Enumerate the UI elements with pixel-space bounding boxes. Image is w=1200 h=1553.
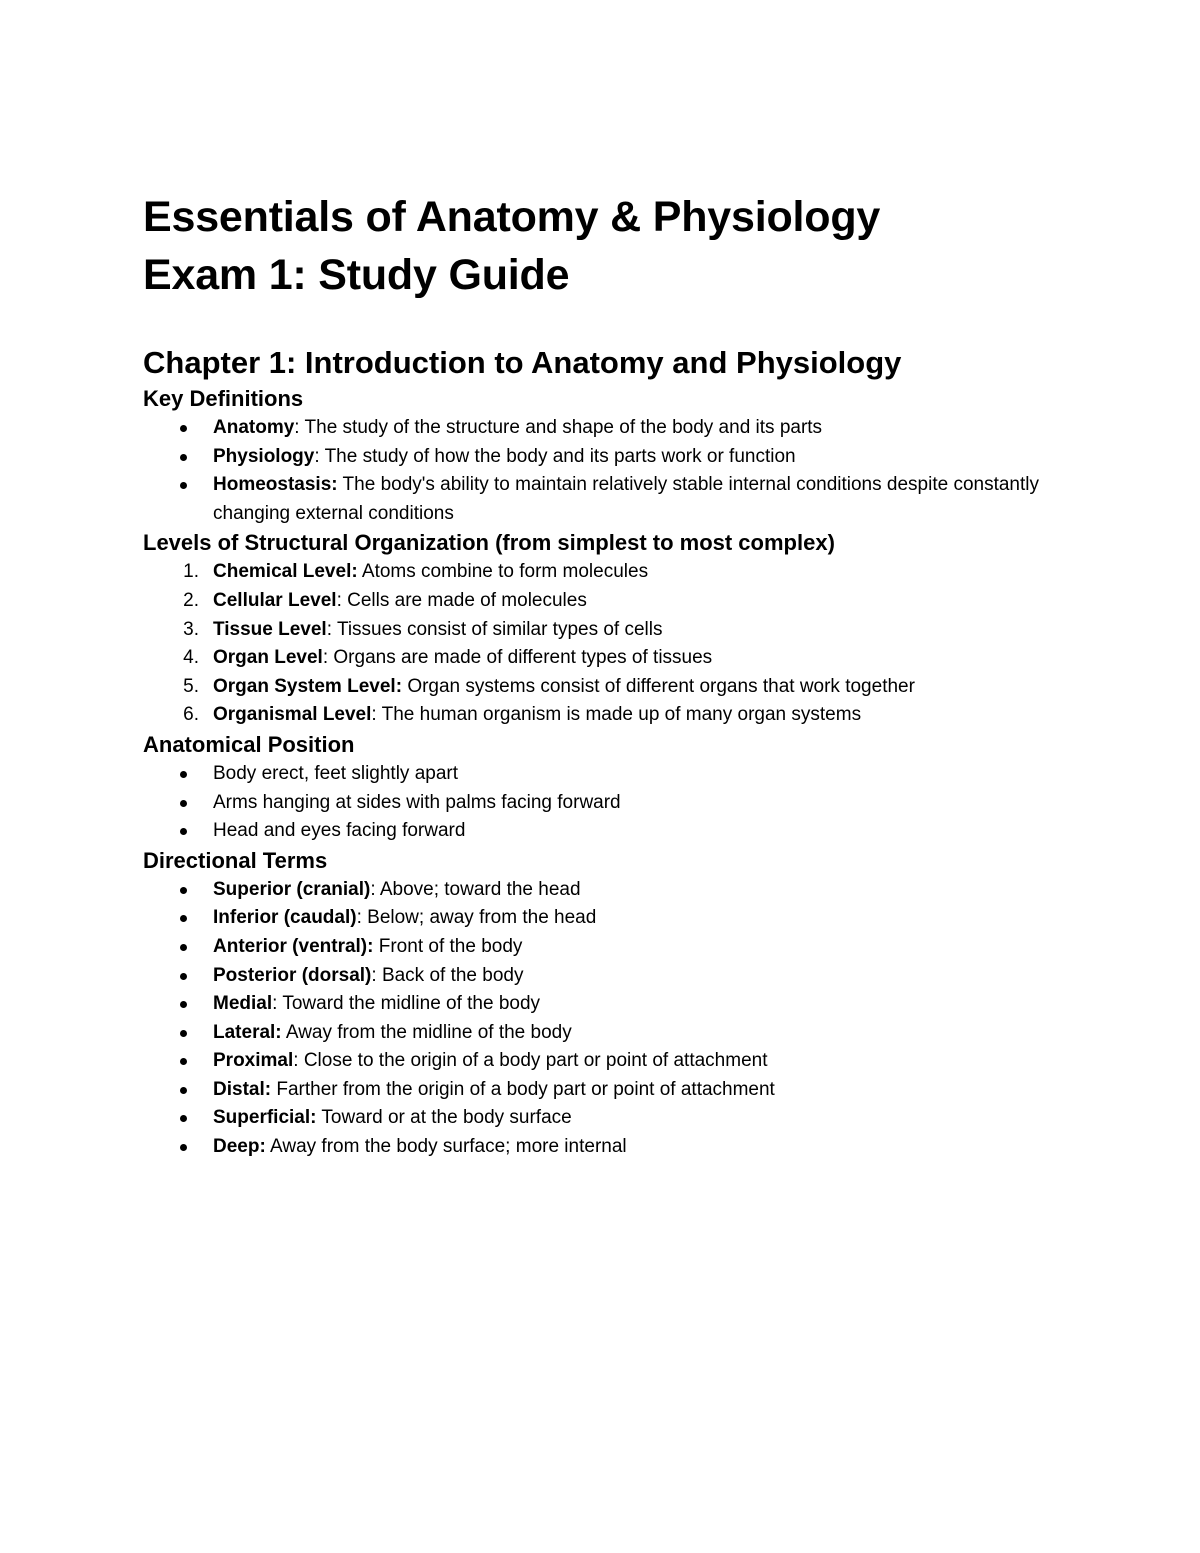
definition: Away from the body surface; more internal xyxy=(270,1136,627,1158)
list-item xyxy=(183,673,1103,702)
list-number: 3. xyxy=(183,618,199,640)
list-item xyxy=(183,701,1103,730)
term-separator: : xyxy=(336,589,348,611)
list-item xyxy=(213,876,1103,905)
list-number: 4. xyxy=(183,647,199,669)
list-item xyxy=(183,616,1103,645)
term-separator: : xyxy=(370,878,380,900)
term-separator: : xyxy=(294,417,305,438)
list-item xyxy=(213,962,1103,991)
term-separator: : xyxy=(356,907,368,929)
definition: Front of the body xyxy=(378,935,523,957)
list-item xyxy=(213,990,1103,1019)
definition: Tissues consist of similar types of cells xyxy=(336,618,663,640)
definition: Above; toward the head xyxy=(379,878,581,900)
definition: Toward the midline of the body xyxy=(282,993,541,1015)
list-item xyxy=(213,1076,1103,1105)
term: Physiology xyxy=(213,445,315,467)
definition: Organ systems consist of different organs that work together xyxy=(407,675,915,697)
definition: Away from the midline of the body xyxy=(285,1021,572,1043)
term: Organismal Level xyxy=(213,704,372,726)
term-separator: : xyxy=(314,445,325,467)
definition: Atoms combine to form molecules xyxy=(361,561,649,583)
term: Organ System Level: xyxy=(213,675,403,697)
list-item xyxy=(213,1019,1103,1048)
term: Anatomy xyxy=(213,417,295,438)
list-item: Body erect, feet slightly apart xyxy=(213,760,1103,789)
list-item: Head and eyes facing forward xyxy=(213,817,1103,846)
definition: Farther from the origin of a body part or point of attachment xyxy=(276,1078,775,1100)
list-number: 6. xyxy=(183,704,199,726)
list-item xyxy=(213,443,1103,472)
section-heading-directional-terms: Directional Terms xyxy=(143,847,328,873)
term-separator: : xyxy=(326,618,337,640)
list-number: 2. xyxy=(183,589,199,611)
definition: Below; away from the head xyxy=(367,907,597,929)
section-heading-key-definitions: Key Definitions xyxy=(143,386,304,411)
term: Proximal xyxy=(213,1050,294,1072)
anatomical-position-list xyxy=(143,760,1103,846)
document-content xyxy=(143,188,1103,1162)
document-title-line-2: Exam 1: Study Guide xyxy=(143,251,570,299)
term-separator: : xyxy=(322,647,334,669)
list-item xyxy=(183,558,1103,587)
definition: Organs are made of different types of tissues xyxy=(333,647,713,669)
term: Medial xyxy=(213,993,273,1015)
list-item xyxy=(183,587,1103,616)
term: Superior (cranial) xyxy=(213,878,371,900)
definition: The study of how the body and its parts work or function xyxy=(324,445,796,467)
definition: The body's ability to maintain relatively stable internal conditions despite constantly changing external conditions xyxy=(213,474,1039,524)
term: Homeostasis: xyxy=(213,474,338,496)
term: Inferior (caudal) xyxy=(213,907,357,929)
list-item xyxy=(213,1133,1103,1162)
list-item xyxy=(213,904,1103,933)
list-item xyxy=(213,1047,1103,1076)
list-item xyxy=(213,933,1103,962)
list-item xyxy=(213,471,1103,528)
term: Cellular Level xyxy=(213,589,337,611)
definition: The study of the structure and shape of the body and its parts xyxy=(304,417,823,438)
term: Distal: xyxy=(213,1078,272,1100)
list-item: Arms hanging at sides with palms facing forward xyxy=(213,789,1103,818)
definition: Close to the origin of a body part or point of attachment xyxy=(303,1050,768,1072)
term: Lateral: xyxy=(213,1021,282,1043)
section-heading-levels: Levels of Structural Organization (from simplest to most complex) xyxy=(143,530,835,556)
key-definitions-list xyxy=(143,414,1103,528)
term-separator: : xyxy=(272,993,283,1015)
list-number: 1. xyxy=(183,561,199,583)
term: Deep: xyxy=(213,1136,266,1158)
term-separator: : xyxy=(371,964,382,986)
chapter-title: Chapter 1: Introduction to Anatomy and Physiology xyxy=(143,345,902,380)
term-separator: : xyxy=(371,704,382,726)
term: Chemical Level: xyxy=(213,561,358,583)
term: Anterior (ventral): xyxy=(213,935,374,957)
definition: Toward or at the body surface xyxy=(321,1107,572,1129)
list-item xyxy=(183,644,1103,673)
list-number: 5. xyxy=(183,675,199,697)
directional-terms-list xyxy=(143,876,1103,1162)
term: Superficial: xyxy=(213,1107,317,1129)
section-heading-anatomical-position: Anatomical Position xyxy=(143,731,355,757)
definition: Back of the body xyxy=(381,964,524,986)
term: Tissue Level xyxy=(213,618,327,640)
document-title xyxy=(143,188,1103,304)
definition: The human organism is made up of many organ systems xyxy=(381,704,862,726)
term-separator: : xyxy=(293,1050,304,1072)
definition: Cells are made of molecules xyxy=(347,589,587,611)
term: Organ Level xyxy=(213,647,323,669)
list-item xyxy=(213,414,1103,443)
levels-list xyxy=(143,558,1103,730)
list-item xyxy=(213,1104,1103,1133)
document-title-line-1: Essentials of Anatomy & Physiology xyxy=(143,193,881,241)
term: Posterior (dorsal) xyxy=(213,964,372,986)
